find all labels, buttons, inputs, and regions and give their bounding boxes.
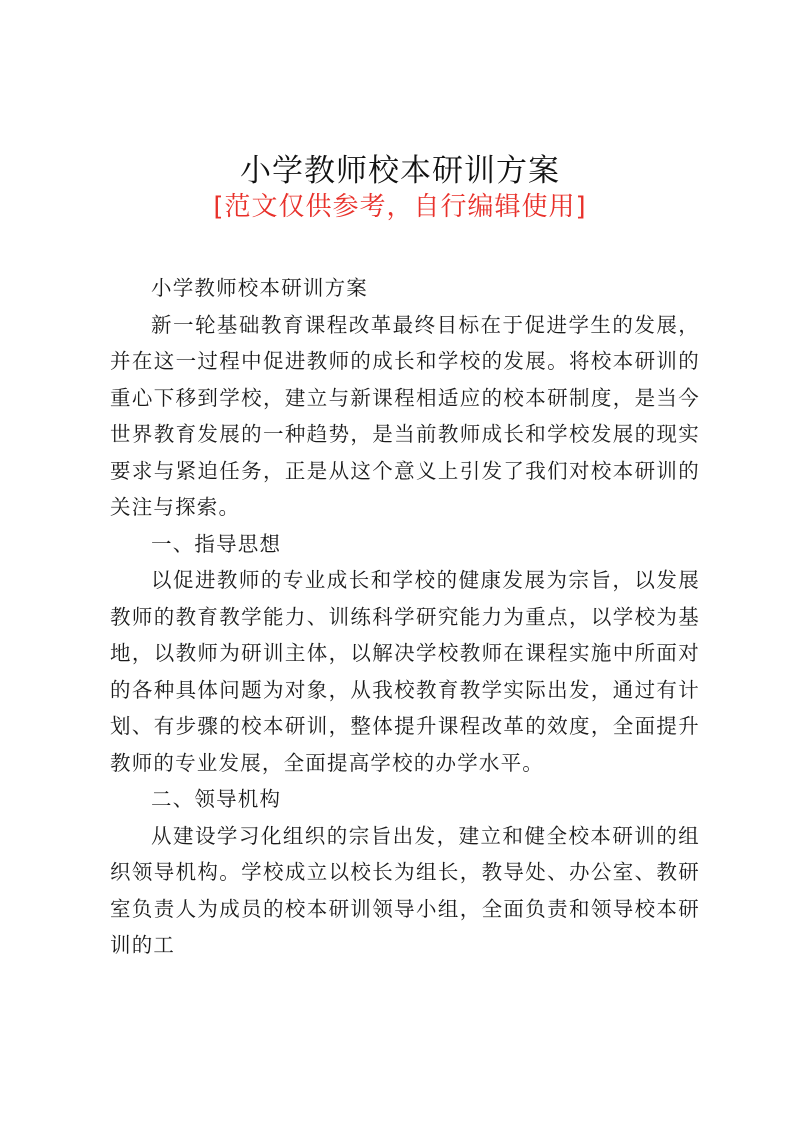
document-body bbox=[110, 270, 700, 964]
paragraph-leadership: 从建设学习化组织的宗旨出发，建立和健全校本研训的组织领导机构。学校成立以校长为组长，教导处、办公室、教研室负责人为成员的校本研训领导小组，全面负责和领导校本研训的工 bbox=[110, 823, 700, 957]
section-heading-guiding-ideology: 一、指导思想 bbox=[151, 531, 282, 556]
paragraph-intro: 新一轮基础教育课程改革最终目标在于促进学生的发展，并在这一过程中促进教师的成长和学校的发展。将校本研训的重心下移到学校，建立与新课程相适应的校本研制度，是当今世界教育发展的一种趋势，是当前教师成长和学校发展的现实要求与紧迫任务，正是从这个意义上引发了我们对校本研训的关注与探索。 bbox=[110, 312, 700, 519]
paragraph-guiding-ideology: 以促进教师的专业成长和学校的健康发展为宗旨，以发展教师的教育教学能力、训练科学研究能力为重点，以学校为基地，以教师为研训主体，以解决学校教师在课程实施中所面对的各种具体问题为对象，从我校教育教学实际出发，通过有计划、有步骤的校本研训，整体提升课程改革的效度，全面提升教师的专业发展，全面提高学校的办学水平。 bbox=[110, 568, 700, 775]
paragraph-heading-repeat: 小学教师校本研训方案 bbox=[151, 276, 368, 300]
section-heading-leadership: 二、领导机构 bbox=[151, 787, 282, 811]
document-title: 小学教师校本研训方案 bbox=[240, 153, 560, 189]
document-subtitle-note: [范文仅供参考，自行编辑使用] bbox=[213, 192, 587, 222]
